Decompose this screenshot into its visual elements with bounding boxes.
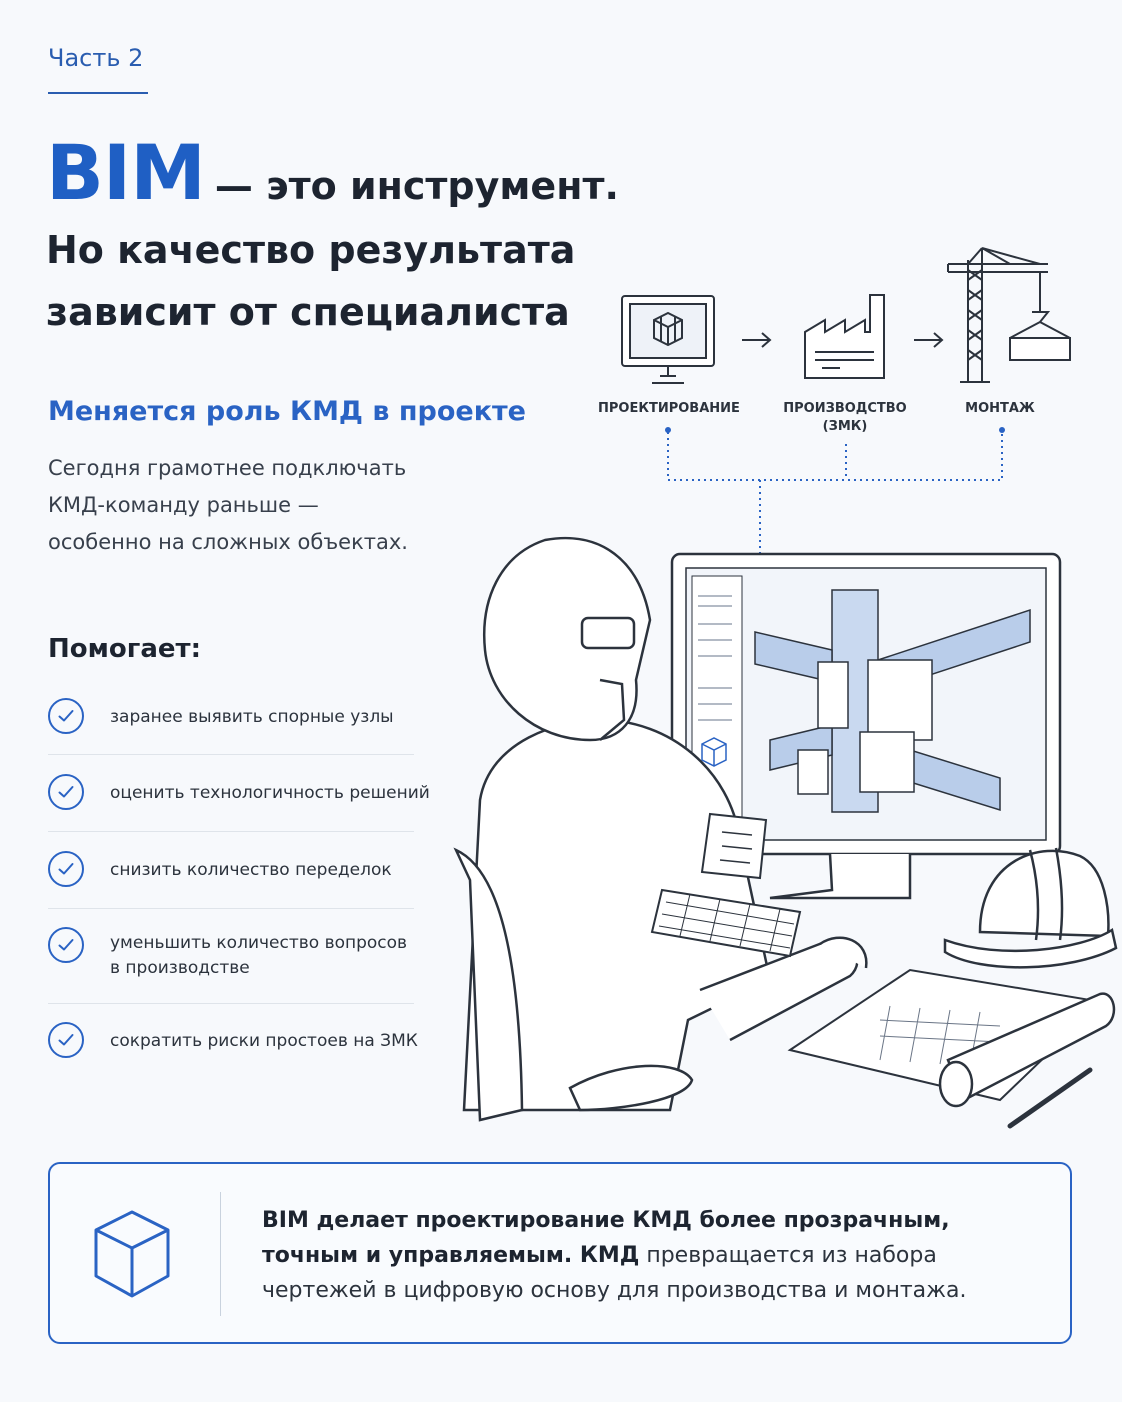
- headline-bim: BIM: [46, 128, 205, 217]
- step-label-line: ПРОИЗВОДСТВО: [783, 401, 907, 416]
- checklist-item-text: сократить риски простоев на ЗМК: [110, 1030, 418, 1051]
- checklist-item: [48, 909, 414, 1004]
- step-label-line: МОНТАЖ: [965, 401, 1035, 416]
- summary-line-3: чертежей в цифровую основу для производства и монтажа.: [262, 1278, 967, 1303]
- process-step-installation: [940, 400, 1060, 418]
- arrow-right-icon: [914, 333, 942, 347]
- engineer-workstation-illustration: [440, 420, 1122, 1150]
- headline-rest: — это инструмент.: [214, 164, 619, 208]
- check-circle-icon: [48, 774, 84, 810]
- summary-line-2: [262, 1243, 937, 1268]
- checklist-item: [48, 832, 414, 909]
- checklist-item-text: заранее выявить спорные узлы: [110, 706, 394, 727]
- checklist-item-text: [110, 931, 407, 981]
- summary-callout: [48, 1162, 1072, 1344]
- checklist-item: [48, 680, 414, 755]
- arrow-right-icon: [742, 333, 770, 347]
- process-connector-lines: [668, 432, 1002, 555]
- summary-bold-text: точным и управляемым. КМД: [262, 1243, 640, 1268]
- cube-icon: [92, 1208, 172, 1300]
- hard-hat: [945, 848, 1116, 967]
- process-flow-icons: [590, 240, 1090, 390]
- intro-line: особенно на сложных объектах.: [48, 530, 408, 554]
- checklist-item: [48, 755, 430, 832]
- check-circle-icon: [48, 698, 84, 734]
- summary-text: превращается из набора: [639, 1243, 937, 1268]
- helps-title: Помогает:: [48, 634, 201, 664]
- summary-bold-text: BIM делает проектирование КМД более прозрачным,: [262, 1208, 950, 1233]
- check-circle-icon: [48, 851, 84, 887]
- checklist-item: [48, 1004, 418, 1078]
- intro-line: КМД-команду раньше —: [48, 493, 319, 517]
- summary-divider: [220, 1192, 221, 1316]
- part-underline: [48, 92, 148, 94]
- monitor-icon: [622, 296, 714, 383]
- process-step-design: [598, 400, 738, 418]
- headline-line-3: зависит от специалиста: [46, 290, 570, 334]
- checklist-note: [702, 814, 766, 878]
- part-label: Часть 2: [48, 44, 144, 72]
- factory-icon: [805, 295, 884, 378]
- summary-line-1: [262, 1208, 950, 1233]
- checklist-item-line: уменьшить количество вопросов: [110, 933, 408, 953]
- benefits-checklist: [48, 680, 430, 1078]
- intro-line: Сегодня грамотнее подключать: [48, 456, 407, 480]
- check-circle-icon: [48, 927, 84, 963]
- role-section-title: Меняется роль КМД в проекте: [48, 396, 526, 427]
- headline-line-2: Но качество результата: [46, 228, 576, 272]
- checklist-item-line: в производстве: [110, 958, 250, 978]
- crane-icon: [948, 248, 1070, 382]
- step-label-line: (ЗМК): [822, 419, 868, 434]
- checklist-item-text: снизить количество переделок: [110, 859, 392, 880]
- step-label-line: ПРОЕКТИРОВАНИЕ: [598, 401, 740, 416]
- checklist-item-text: оценить технологичность решений: [110, 782, 430, 803]
- headline-line-1: [46, 128, 619, 217]
- check-circle-icon: [48, 1022, 84, 1058]
